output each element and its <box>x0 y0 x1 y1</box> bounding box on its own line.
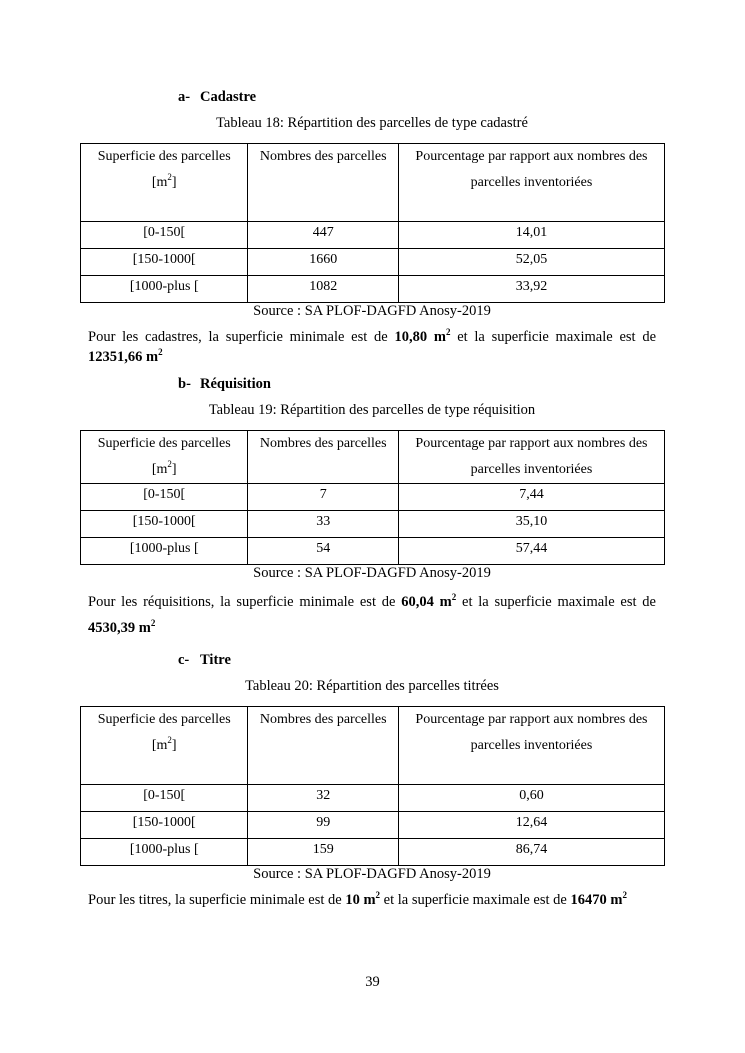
header-cell: Superficie des parcelles $[m^2]$ <box>81 431 248 484</box>
table-cell: [150-1000[ <box>81 249 248 276</box>
table-cell: 54 <box>248 538 399 565</box>
table-cell: [0-150[ <box>81 785 248 812</box>
table-caption: Tableau 19: Répartition des parcelles de type réquisition <box>208 402 536 418</box>
header-cell: Pourcentage par rapport aux nombres des parcelles inventoriées <box>398 431 664 484</box>
table-row <box>81 839 665 866</box>
table-source: Source : SA PLOF-DAGFD Anosy-2019 <box>253 866 491 882</box>
header-cell: Nombres des parcelles <box>248 707 399 785</box>
page-number: 39 <box>365 974 380 990</box>
header-cell: Nombres des parcelles <box>248 144 399 222</box>
table-cell: 7 <box>248 484 399 511</box>
table-cell: 1082 <box>248 276 399 303</box>
table-cell: 35,10 <box>398 511 664 538</box>
table-row <box>81 538 665 565</box>
header-cell: Nombres des parcelles <box>248 431 399 484</box>
table-cell: 52,05 <box>398 249 664 276</box>
summary-paragraph: Pour les réquisitions, la superficie minimale est de 60,04 $m^2$ et la superficie maximale est de 4530,39 $m^2$ <box>88 592 656 636</box>
table-cell: 99 <box>248 812 399 839</box>
table-caption: Tableau 20: Répartition des parcelles titrées <box>245 678 499 694</box>
data-table <box>80 143 665 303</box>
table-row <box>81 812 665 839</box>
table-cell: 159 <box>248 839 399 866</box>
table-row <box>81 249 665 276</box>
table-cell: [1000-plus [ <box>81 538 248 565</box>
table-cell: 12,64 <box>398 812 664 839</box>
table-row <box>81 785 665 812</box>
table-cell: 1660 <box>248 249 399 276</box>
table-row <box>81 511 665 538</box>
section-heading-requisition: b- Réquisition <box>178 376 271 392</box>
table-cell: 33 <box>248 511 399 538</box>
table-cell: 0,60 <box>398 785 664 812</box>
table-cell: 33,92 <box>398 276 664 303</box>
table-caption: Tableau 18: Répartition des parcelles de type cadastré <box>216 115 528 131</box>
table-row <box>81 276 665 303</box>
table-cell: [1000-plus [ <box>81 839 248 866</box>
table-cell: 86,74 <box>398 839 664 866</box>
table-cell: [150-1000[ <box>81 812 248 839</box>
section-heading-titre: c- Titre <box>178 652 231 668</box>
summary-paragraph: Pour les cadastres, la superficie minimale est de 10,80 $m^2$ et la superficie maximale est de 12351,66 $m^2$ <box>88 327 657 365</box>
header-cell: Pourcentage par rapport aux nombres des parcelles inventoriées <box>398 144 664 222</box>
data-table <box>80 706 665 866</box>
table-source: Source : SA PLOF-DAGFD Anosy-2019 <box>253 303 491 319</box>
table-cell: 57,44 <box>398 538 664 565</box>
table-cell: 447 <box>248 222 399 249</box>
table-cell: [0-150[ <box>81 484 248 511</box>
table-cell: [1000-plus [ <box>81 276 248 303</box>
header-cell: Superficie des parcelles $[m^2]$ <box>81 707 248 785</box>
table-cell: [0-150[ <box>81 222 248 249</box>
table-header-row <box>81 707 665 785</box>
section-heading-cadastre: a- Cadastre <box>178 89 257 105</box>
table-cell: [150-1000[ <box>81 511 248 538</box>
header-cell: Superficie des parcelles $[m^2]$ <box>81 144 248 222</box>
table-cell: 14,01 <box>398 222 664 249</box>
table-header-row <box>81 431 665 484</box>
table-cell: 7,44 <box>398 484 664 511</box>
header-cell: Pourcentage par rapport aux nombres des parcelles inventoriées <box>398 707 664 785</box>
table-row <box>81 222 665 249</box>
table-row <box>81 484 665 511</box>
table-header-row <box>81 144 665 222</box>
table-source: Source : SA PLOF-DAGFD Anosy-2019 <box>253 565 491 581</box>
summary-paragraph: Pour les titres, la superficie minimale est de 10 $m^2$ et la superficie maximale est de 16470 $m^2$ <box>88 890 627 908</box>
table-cell: 32 <box>248 785 399 812</box>
data-table <box>80 430 665 565</box>
